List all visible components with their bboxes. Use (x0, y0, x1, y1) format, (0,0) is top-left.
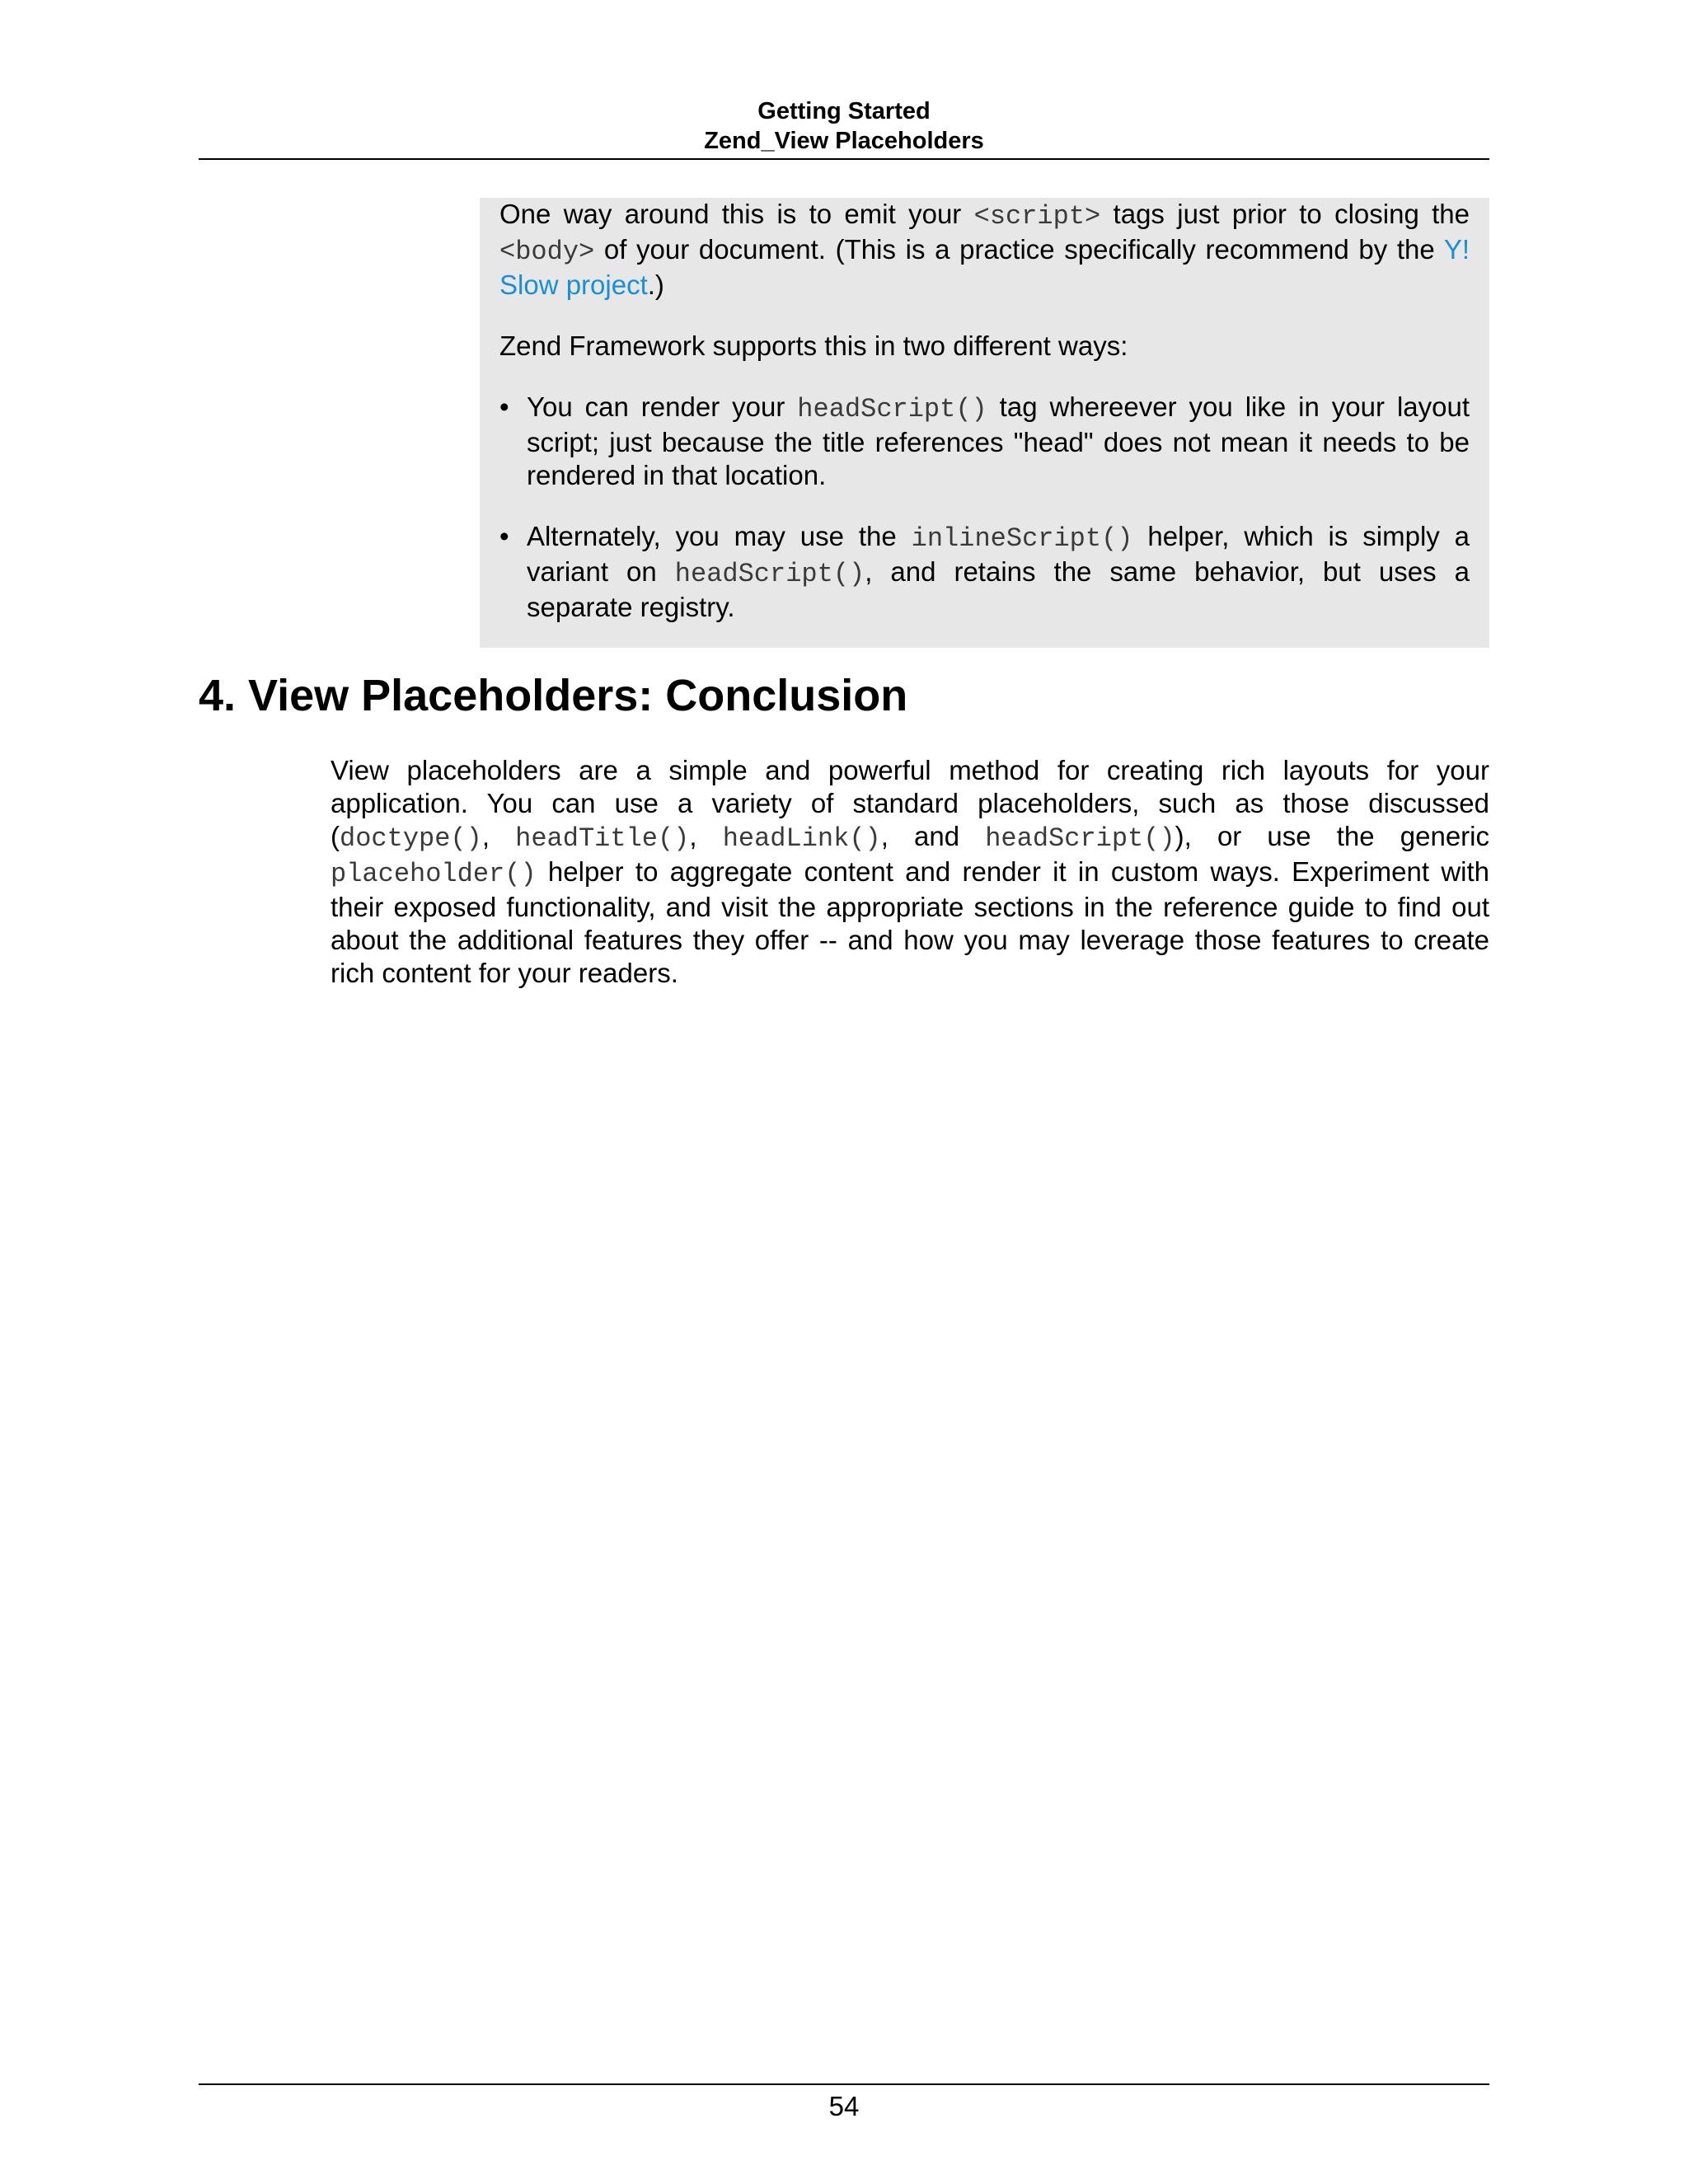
bullet-icon: • (499, 521, 509, 551)
body-text: View placeholders are a simple and powerful method for creating rich layouts for your application. You can use a variety of standard placeholders, such as those discussed ( (331, 755, 1489, 851)
code-doctype: doctype() (340, 823, 482, 854)
header-rule (199, 158, 1489, 160)
body-text: , (689, 821, 723, 851)
note-bullet-list (499, 391, 1470, 624)
note-text: tags just prior to closing the (1100, 199, 1470, 229)
note-text: .) (647, 269, 664, 300)
body-text: ), or use the generic (1175, 821, 1489, 851)
footer-rule (199, 2083, 1489, 2085)
section-heading: 4. View Placeholders: Conclusion (199, 671, 908, 720)
code-headscript: headScript() (674, 559, 865, 589)
code-headtitle: headTitle() (515, 823, 690, 854)
code-script-tag: <script> (973, 201, 1101, 232)
code-inlinescript: inlineScript() (911, 523, 1133, 554)
list-item-text: helper, which is simply a variant on (527, 521, 1470, 587)
code-headscript: headScript() (985, 823, 1175, 854)
note-intro-paragraph: Zend Framework supports this in two different ways: (499, 330, 1128, 361)
code-body-tag: <body> (499, 237, 595, 267)
code-headlink: headLink() (722, 823, 881, 854)
header-section-title: Zend_View Placeholders (704, 128, 984, 154)
body-text: helper to aggregate content and render it in custom ways. Experiment with their exposed functionality, and visit the appropriate sections in the reference guide to find out about the additional features they offer -- and how you may leverage those features to create rich content for your readers. (331, 856, 1489, 988)
list-item-text: You can render your (527, 391, 798, 422)
body-text: , and (880, 821, 986, 851)
code-placeholder: placeholder() (331, 859, 537, 889)
list-item (499, 520, 1470, 624)
body-text: , (481, 821, 516, 851)
list-item-text: , and retains the same behavior, but uses a separate registry. (527, 556, 1470, 622)
running-header (199, 96, 1489, 156)
list-item-text: Alternately, you may use the (527, 521, 912, 551)
note-paragraph (499, 198, 1470, 302)
note-text: One way around this is to emit your (499, 199, 974, 229)
conclusion-paragraph (331, 754, 1489, 990)
list-item-text: tag whereever you like in your layout script; just because the title references "head" does not mean it needs to be rendered in that location. (527, 391, 1470, 490)
code-headscript: headScript() (797, 394, 987, 424)
note-box (480, 198, 1489, 648)
yslow-project-link[interactable]: Y! Slow project (499, 234, 1470, 300)
bullet-icon: • (499, 391, 509, 422)
header-chapter-title: Getting Started (757, 98, 931, 124)
list-item (499, 391, 1470, 492)
note-text: of your document. (This is a practice specifically recommend by the (594, 234, 1444, 265)
page-number: 54 (828, 2091, 860, 2121)
